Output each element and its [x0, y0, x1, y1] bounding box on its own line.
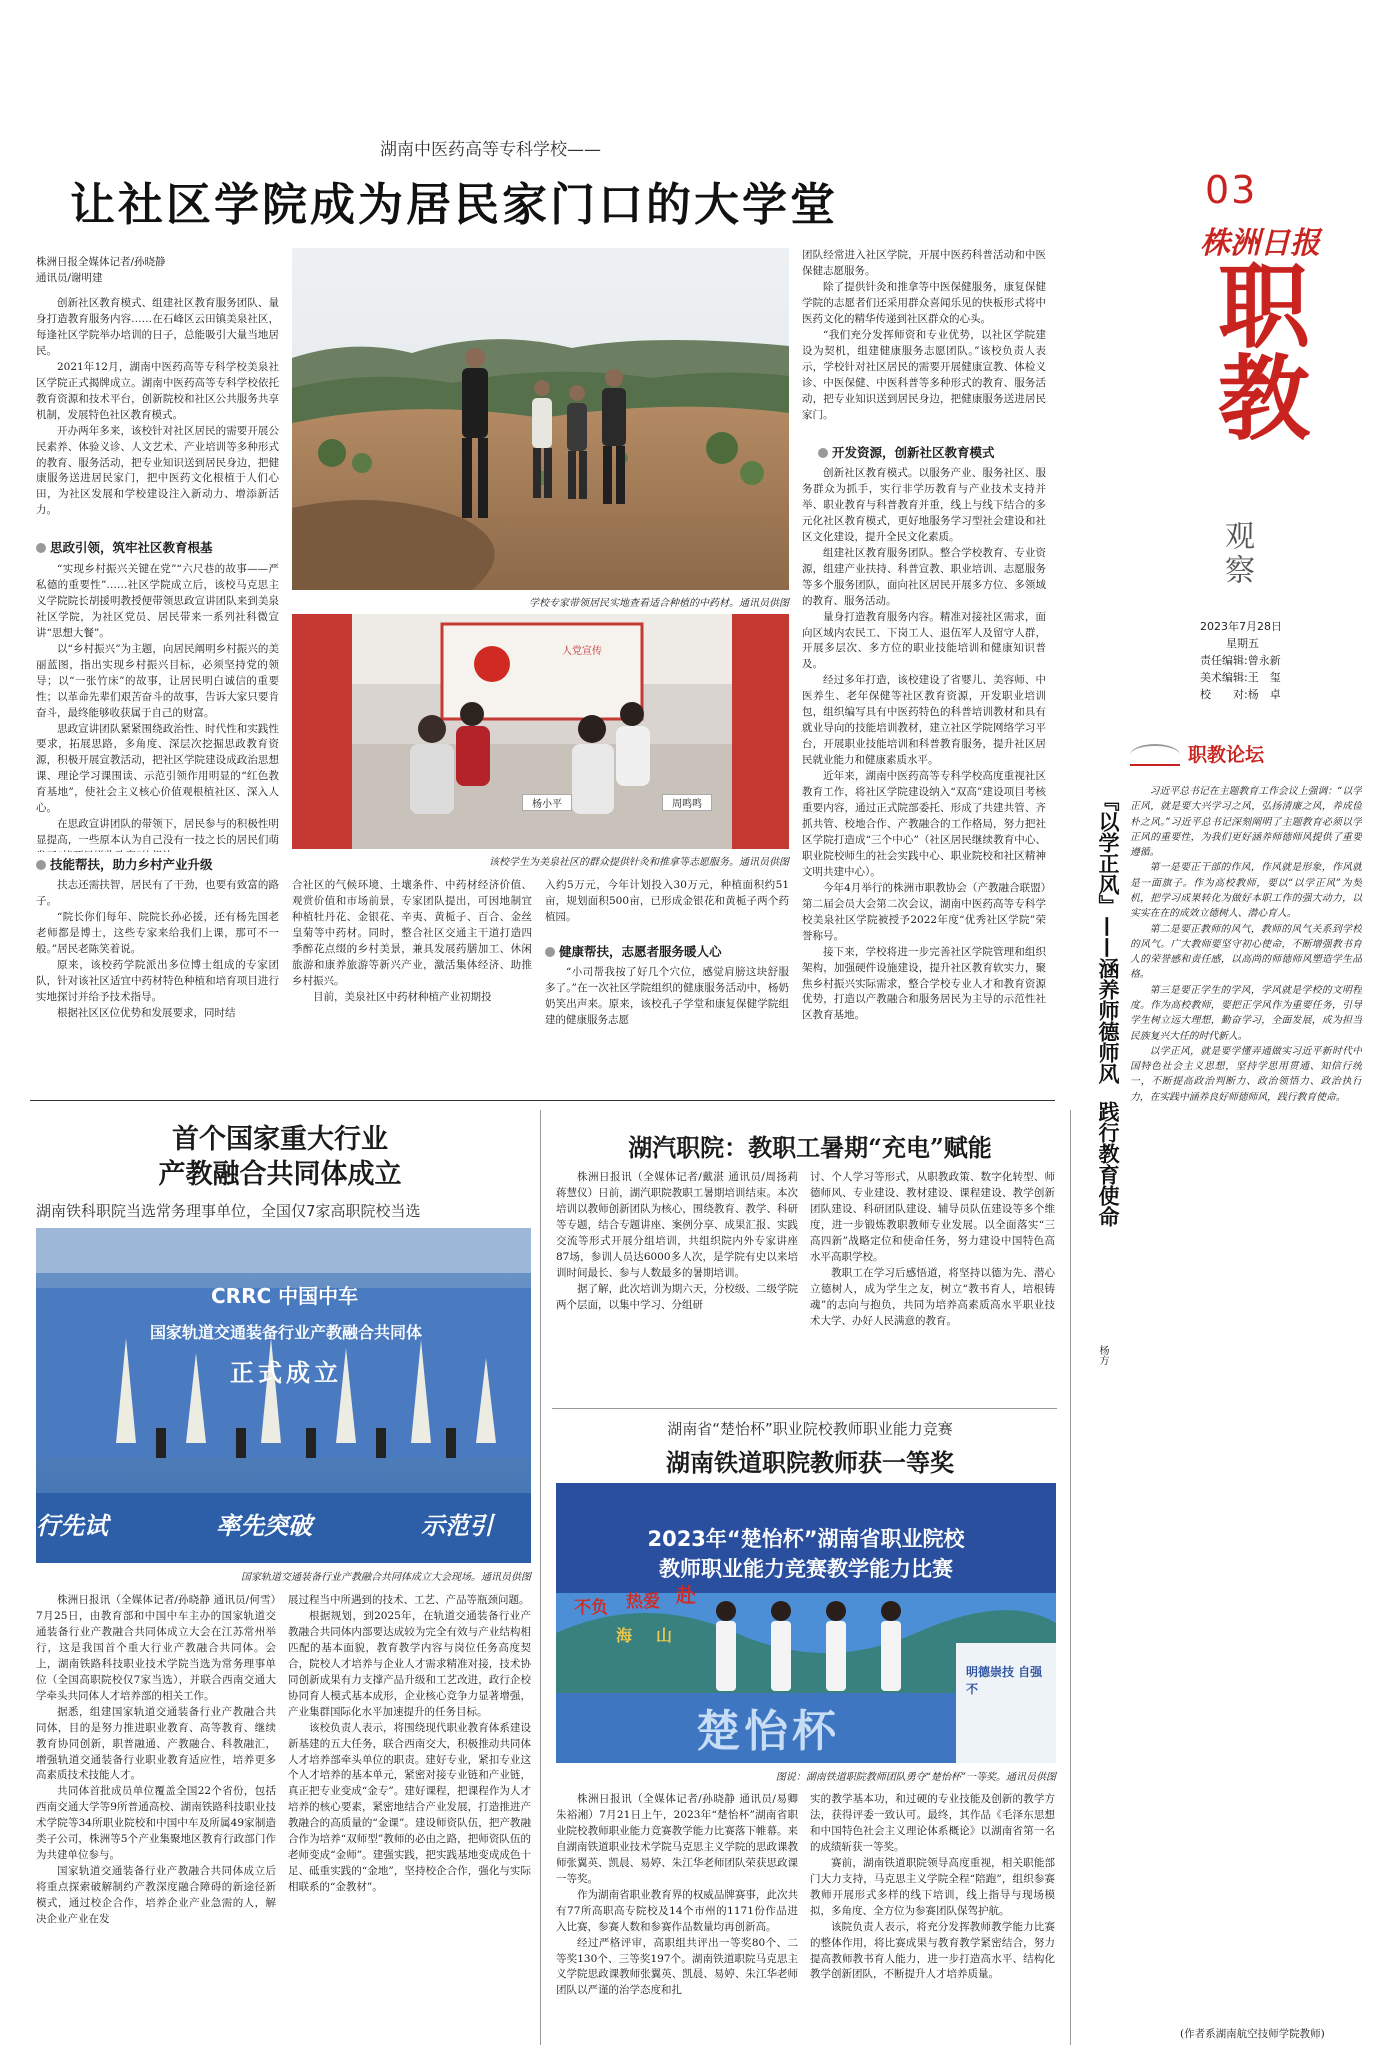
article4-headline: 湖南铁道职院教师获一等奖 — [666, 1448, 954, 1477]
ceremony-slogan: 行先试 — [36, 1512, 108, 1540]
article3-headline: 湖汽职院：教职工暑期“充电”赋能 — [628, 1133, 992, 1162]
ceremony-slogan: 率先突破 — [216, 1512, 312, 1540]
paragraph: 据了解，此次培训为期六天，分校级、二级学院两个层面，以集中学习、分组研 — [556, 1282, 798, 1311]
photo2-sign2: 周鸣鸣 — [662, 794, 712, 811]
headline-line: 产教融合共同体成立 — [158, 1159, 402, 1191]
paragraph: 经过多年打造，该校建设了省婴儿、美容师、中医养生、老年保健等社区教育资源，开发职业培训包，组织编写具有中医药特色的科普培训教材和具有就业导向的技能培训教材，建立社区学院网络学习平台，开展职业技能培训和科普教育服务，提升社区居民就业能力和健康素质水平。 — [802, 674, 1046, 767]
article4-kicker: 湖南省“楚怡杯”职业院校教师职业能力竞赛 — [667, 1420, 953, 1438]
article1-col1 — [36, 296, 279, 531]
article2-col1 — [36, 1593, 276, 2045]
forum-author: 杨方 — [1097, 1345, 1108, 1365]
paragraph: 原来，该校药学院派出多位博士组成的专家团队，针对该社区适宜中药材特色种植和培育项目进行实地探讨并给予技术指导。 — [36, 958, 279, 1003]
paragraph: 国家轨道交通装备行业产教融合共同体成立后将重点探索破解制约产教深度融合障碍的新途径新模式，通过校企合作，培养企业产业急需的人，解决企业产业在发 — [36, 1865, 276, 1926]
photo1-caption: 学校专家带领居民实地查看适合种植的中药材。通讯员供图 — [529, 598, 789, 609]
competition-side-text: 明德崇技 自强不 — [966, 1665, 1043, 1696]
byline-reporter: 株洲日报全媒体记者/孙晓静 — [36, 256, 166, 268]
competition-word: 热爱 — [626, 1592, 660, 1612]
paragraph: 株洲日报讯（全媒体记者/孙晓静 通讯员/何雪）7月25日，由教育部和中国中车主办的国家轨道交通装备行业产教融合共同体成立大会在江苏常州举行，这是我国首个重大行业产教融合共同体。会上，湖南铁路科技职业技术学院当选为常务理事单位（全国高职院校仅7家当选），并联合西南交通大学牵头共同体人才培养部的相关工作。 — [36, 1594, 276, 1702]
paragraph: 合社区的气候环境、土壤条件、中药材经济价值、观赏价值和市场前景，专家团队提出，可因地制宜种植牡丹花、金银花、辛夷、黄栀子、百合、金丝皇菊等中药材。同时，整合社区交通主干道打造四季醉花点缀的乡村美景，兼具发展药膳加工、休闲旅游和康养旅游等新兴产业，激活集体经济、助推乡村振兴。 — [292, 879, 532, 987]
paragraph: 第二是要正教师的风气，教师的风气关系到学校的风气。广大教师要坚守初心使命，不断增强教书育人的荣誉感和责任感，以高尚的师德师风塑造学生品格。 — [1130, 923, 1362, 981]
article1-byline — [36, 255, 279, 287]
subhead-ideology: 思政引领，筑牢社区教育根基 — [36, 538, 213, 556]
paragraph: 目前，美泉社区中药材种植产业初期投 — [313, 990, 492, 1003]
section-subtitle: 观察 — [1219, 520, 1254, 588]
paragraph: 团队经常进入社区学院，开展中医药科普活动和中医保健志愿服务。 — [802, 249, 1046, 277]
forum-body — [1130, 784, 1362, 2014]
proofreader: 校 对:杨 卓 — [1200, 688, 1281, 702]
divider — [540, 1110, 541, 2045]
competition-word: 赴 — [676, 1583, 696, 1607]
competition-word: 不负 — [574, 1598, 608, 1618]
paragraph: 讨、个人学习等形式，从职教政策、数字化转型、师德师风、专业建设、教材建设、课程建设、教学创新团队建设、科研团队建设、辅导员队伍建设等多个维度，进一步锻炼教职教师专业发展。以全面落实“三高四新”战略定位和使命任务，努力建设中国特色高水平高职学校。 — [810, 1171, 1055, 1263]
photo-volunteer-service — [292, 614, 789, 849]
ceremony-banner-main: 正式成立 — [230, 1359, 342, 1387]
crrc-logo: CRRC 中国中车 — [211, 1284, 359, 1308]
paragraph: 据悉，组建国家轨道交通装备行业产教融合共同体，目的是努力推进职业教育、高等教育、继续教育协同创新，职普融通、产教融合、科教融汇，增强轨道交通装备行业职业教育适应性，培养更多高素质技术技能人才。 — [36, 1705, 276, 1782]
subhead-skills: 技能帮扶，助力乡村产业升级 — [36, 855, 213, 873]
paragraph: 以学正风，就是要学懂弄通做实习近平新时代中国特色社会主义思想，坚持学思用贯通、知信行统一，不断提高政治判断力、政治领悟力、政治执行力，在实践中涵养良好师德师风，践行教育使命。 — [1130, 1045, 1362, 1103]
paragraph: 以“乡村振兴”为主题，向居民阐明乡村振兴的美丽蓝图，指出实现乡村振兴目标，必须坚持党的领导；以“一张竹床”的故事，让居民明白诚信的重要性；以革命先辈们艰苦奋斗的故事，告诉大家只要肯奋斗，最终能够收获属于自己的财富。 — [36, 642, 279, 719]
paragraph: 根据规划，到2025年，在轨道交通装备行业产教融合共同体内部要达成较为完全有效与产业结构相匹配的基本面貌，教育教学内容与岗位任务高度契合，院校人才培养与企业人才需求精准对接，技术协同创新成果有力支撑产品升级和工艺改进，政行企校协同育人模式基本成形，企业核心竞争力显著增强，产业集群国际化水平加速提升的任务目标。 — [288, 1609, 531, 1718]
article3-col1 — [556, 1170, 798, 1395]
byline-correspondent: 通讯员/谢明建 — [36, 271, 103, 284]
page-number: 03 — [1205, 168, 1258, 212]
book-icon — [1130, 744, 1180, 766]
paper-name: 株洲日报 — [1200, 226, 1320, 261]
weekday: 星期五 — [1226, 637, 1259, 651]
competition-title: 2023年“楚怡杯”湖南省职业院校 — [647, 1527, 965, 1551]
article1-col4b — [802, 466, 1046, 1090]
article3-col2 — [810, 1170, 1055, 1395]
divider — [1070, 1110, 1071, 2045]
paragraph: 创新社区教育模式。以服务产业、服务社区、服务群众为抓手，实行非学历教育与产业技术支持并举、职业教育与科普教育并重，线上与线下结合的多元化社区教育模式，更好地服务学习型社会建设和社区文化建设，提升全民文化素质。 — [802, 467, 1046, 543]
article4-col2 — [810, 1792, 1055, 2045]
article4-col1 — [556, 1792, 798, 2045]
article1-headline: 让社区学院成为居民家门口的大学堂 — [70, 178, 839, 231]
paragraph: 接下来，学校将进一步完善社区学院管理和组织架构，加强硬件设施建设，提升社区教育软实力，聚焦乡村振兴实际需求，整合学校专业人才和教育资源优势，打造以产教融合和服务居民为主导的示范性社区教育基地。 — [802, 945, 1046, 1022]
bullet-icon — [818, 448, 828, 458]
paragraph: 株洲日报讯（全媒体记者/孙晓静 通讯员/易卿 朱裕湘）7月21日上午，2023年“楚怡杯”湖南省职业院校教师职业能力竞赛教学能力比赛落下帷幕。来自湖南铁道职业技术学院马克思主义学院的思政课教师张翼英、凯晨、易婷、朱江华老师团队荣获思政课一等奖。 — [556, 1793, 798, 1885]
forum-title: 职教论坛 — [1188, 744, 1265, 766]
paragraph: 第三是要正学生的学风，学风就是学校的文明程度。作为高校教师，要把正学风作为重要任务，引导学生树立远大理想，勤奋学习，全面发展，成为担当民族复兴大任的时代新人。 — [1130, 984, 1362, 1042]
date: 2023年7月28日 — [1200, 620, 1282, 633]
photo2-caption: 该校学生为美泉社区的群众提供针灸和推拿等志愿服务。通讯员供图 — [489, 857, 789, 868]
paragraph: “实现乡村振兴关键在党”“六尺巷的故事——严私德的重要性”……社区学院成立后，该校马克思主义学院院长胡援明教授便带领思政宣讲团队来到美泉社区学院，为社区党员、居民带来一系列社科微宣讲“思想大餐”。 — [36, 563, 279, 639]
article2-subhead: 湖南铁科职院当选常务理事单位，全国仅7家高职院校当选 — [36, 1202, 421, 1220]
ceremony-slogan: 示范引 — [421, 1512, 493, 1540]
photo-ceremony — [36, 1228, 531, 1563]
bullet-icon — [545, 947, 555, 957]
paragraph: 2021年12月，湖南中医药高等专科学校美泉社区学院正式揭牌成立。湖南中医药高等专科学校依托教育资源和技术平台，创新院校和社区公共服务共享机制，发展特色社区教育模式。 — [36, 360, 279, 421]
article1-col1b — [36, 562, 279, 852]
paragraph: 经过严格评审，高职组共评出一等奖80个、二等奖130个、三等奖197个。湖南铁道职院马克思主义学院思政课教师张翼英、凯晨、易婷、朱江华老师团队以严谨的治学态度和扎 — [556, 1936, 798, 1997]
editor: 责任编辑:曾永新 — [1200, 654, 1281, 668]
designer: 美术编辑:王 玺 — [1200, 671, 1281, 685]
paragraph: 开办两年多来，该校针对社区居民的需要开展公民素养、体验义诊、人文艺术、产业培训等多种形式的教育、服务活动，把专业知识送到居民身边，把健康服务送进居民家门，把中医药文化根植于人们心田，为社区发展和学校建设注入新动力、增添新活力。 — [36, 424, 279, 517]
divider — [552, 1408, 1057, 1409]
paragraph: 创新社区教育模式、组建社区教育服务团队、量身打造教育服务内容……在石峰区云田镇美泉社区，每逢社区学院举办培训的日子，总能吸引大量当地居民。 — [36, 297, 279, 357]
paragraph: 入约5万元，今年计划投入30万元，种植面积约51亩，规划面积500亩，已形成金银花和黄栀子两个药植园。 — [545, 879, 789, 923]
bullet-icon — [36, 543, 46, 553]
paragraph: 组建社区教育服务团队。整合学校教育、专业资源，组建产业扶持、科普宣教、职业培训、志愿服务等多个服务团队，面向社区居民开展多方位、多领域的教育、服务活动。 — [802, 546, 1046, 607]
competition-word: 山 — [656, 1626, 673, 1645]
competition-title: 教师职业能力竞赛教学能力比赛 — [659, 1557, 953, 1581]
forum-vertical-title — [1082, 790, 1122, 1250]
subhead-resources: 开发资源，创新社区教育模式 — [818, 443, 995, 461]
forum-header — [1130, 738, 1370, 768]
masthead-info — [1200, 618, 1282, 703]
article2-photo-caption: 国家轨道交通装备行业产教融合共同体成立大会现场。通讯员供图 — [241, 1572, 531, 1583]
paragraph: 作为湖南省职业教育界的权威品牌赛事，此次共有77所高职高专院校及14个市州的1171份作品进入比赛，参赛人数和参赛作品数量均再创新高。 — [556, 1888, 798, 1933]
paragraph: “我们充分发挥师资和专业优势，以社区学院建设为契机，组建健康服务志愿团队。”该校负责人表示，学校针对社区居民的需要开展健康宣教、体检义诊、中医保健、中医科普等多种形式的教育、服务活动，把专业知识送到居民身边，把健康服务送进居民家门。 — [802, 328, 1046, 421]
paragraph: 根据社区区位优势和发展要求，同时结 — [57, 1006, 236, 1019]
paragraph: “院长你们每年、院院长孙必援，还有杨先国老老师都是博士，这些专家来给我们上课，那可不一般。”居民老陈笑着说。 — [36, 910, 279, 955]
photo2-banner: 人党宣传 — [562, 646, 602, 657]
article2-col2 — [288, 1593, 531, 2045]
volunteer-scene-image — [292, 614, 789, 849]
photo2-sign1: 杨小平 — [522, 794, 572, 811]
competition-big-word: 楚怡杯 — [696, 1706, 840, 1757]
headline-line: 首个国家重大行业 — [172, 1124, 388, 1155]
paragraph: 习近平总书记在主题教育工作会议上强调：“以学正风，就是要大兴学习之风，弘扬清廉之风，养成俭朴之风。”习近平总书记深刻阐明了主题教育必须以学正风的重要性，为我们更好涵养师德师风提供了重要遵循。 — [1130, 786, 1362, 859]
article1-col3c — [545, 965, 789, 1090]
paragraph: 该校负责人表示，将围绕现代职业教育体系建设新基建的五大任务，联合西南交大，积极推动共同体人才培养部牵头单位的职责。建好专业，紧扣专业这个人才培养的基本单元，紧密对接专业链和产业链，真正把专业变成“金专”。建好课程，把课程作为人才培养的核心要素，紧密地结合产业发展，打造推进产教融合的高质量的“金课”。建设师资队伍，把产教融合作为培养“双师型”教师的必由之路，把师资队伍的老师变成“金师”。建强实践，把实践基地变成成色十足、砥重实践的“金地”，坚持校企合作，强化与实际相联系的“金教材”。 — [288, 1721, 531, 1894]
paragraph: 近年来，湖南中医药高等专科学校高度重视社区教育工作，将社区学院建设纳入“双高”建设项目考核重要内容，通过正式院部委托、形成了共建共管、齐抓共管、校地合作、产教融合的工作格局，努力把社区学院打造成“三个中心”（社区居民继续教育中心、职业院校师生的社会实践中心、职业院校和社区精神文明共建中心）。 — [802, 770, 1046, 878]
paragraph: 展过程当中所遇到的技术、工艺、产品等瓶颈问题。 — [288, 1594, 530, 1606]
paragraph: 赛前，湖南铁道职院领导高度重视，相关职能部门大力支持，马克思主义学院全程“陪跑”，组织参赛教师开展形式多样的线下培训，线上指导与现场模拟，多角度、全方位为参赛团队保驾护航。 — [810, 1856, 1055, 1917]
photo-competition — [556, 1483, 1056, 1763]
bullet-icon — [36, 860, 46, 870]
paragraph: 第一是要正干部的作风，作风就是形象，作风就是一面旗子。作为高校教师，要以“以学正风”为契机，把学习成果转化为做好本职工作的强大动力，以实实在在的成效立德树人、潜心育人。 — [1130, 862, 1362, 920]
paragraph: 实的教学基本功，和过硬的专业技能及创新的教学方法，获得评委一致认可。最终，其作品《毛泽东思想和中国特色社会主义理论体系概论》以湖南省第一名的成绩斩获一等奖。 — [810, 1793, 1055, 1853]
article1-col4 — [802, 248, 1046, 433]
paragraph: 今年4月举行的株洲市职教协会（产教融合联盟）第二届会员大会第二次会议，湖南中医药高等专科学校美泉社区学院被授予2022年度“优秀社区学院”荣誉称号。 — [802, 881, 1046, 942]
article1-col3b — [545, 878, 789, 936]
subhead-health: 健康帮扶，志愿者服务暖人心 — [545, 942, 722, 960]
section-title: 职教 — [1203, 258, 1311, 442]
article4-photo-caption: 图说：湖南铁道职院教师团队勇夺“楚怡杯”一等奖。通讯员供图 — [775, 1772, 1056, 1783]
paragraph: 株洲日报讯（全媒体记者/戴湛 通讯员/周扬莉 蒋慧仪）日前，湖汽职院教职工暑期培训结束。本次培训以教师创新团队为核心，围绕教育、教学、科研等专题，结合专题讲座、案例分享、成果汇报、实践交流等形式开展分组培训，共组织院内外专家讲座87场，参训人员达6000多人次，是学院有史以来培训时间最长、参与人数最多的暑期培训。 — [556, 1171, 798, 1279]
ceremony-banner: 国家轨道交通装备行业产教融合共同体 — [149, 1323, 422, 1342]
paragraph: 除了提供针灸和推拿等中医保健服务，康复保健学院的志愿者们还采用群众喜闻乐见的快板形式将中医药文化的精华传递到社区群众的心头。 — [802, 280, 1046, 325]
paragraph: 教职工在学习后感悟道，将坚持以德为先、潜心立德树人，成为学生之友，树立“教书育人，培根铸魂”的志向与抱负，共同为培养高素质高水平职业技术大学、办好人民满意的教育。 — [810, 1266, 1055, 1327]
paragraph: 思政宣讲团队紧紧围绕政治性、时代性和实践性要求，拓展思路，多角度、深层次挖掘思政教育资源，积极开展宣教活动，把社区学院建设成政治思想课、理论学习课围读、示范引领作用明显的“红色教育基地”，使社会主义核心价值观根植社区、深入人心。 — [36, 722, 279, 815]
article1-col1c — [36, 878, 279, 1090]
party-emblem-icon — [474, 646, 510, 682]
paragraph: “小司帮我按了好几个穴位，感觉肩膀这块舒服多了。”在一次社区学院组织的健康服务活动中，杨奶奶笑出声来。原来，该校孔子学堂和康复保健学院组建的健康服务志愿 — [545, 966, 789, 1026]
article1-kicker: 湖南中医药高等专科学校—— — [380, 140, 601, 160]
photo-field-visit — [292, 248, 789, 590]
article2-headline — [30, 1122, 530, 1192]
article1-col2b — [292, 878, 532, 1090]
forum-title-second: 践行教育使命 — [1096, 1101, 1120, 1228]
forum-title-main: 『以学正风』——涵养师德师风 — [1096, 790, 1120, 1084]
paragraph: 扶志还需扶智，居民有了干劲，也要有致富的路子。 — [36, 879, 279, 907]
paragraph: 共同体首批成员单位覆盖全国22个省份，包括西南交通大学等9所普通高校、湖南铁路科技职业技术学院等34所职业院校和中国中车及所属49家制造类子公司，株洲等5个产业集聚地区教育行政部门作为共建单位参与。 — [36, 1785, 276, 1862]
paragraph: 在思政宣讲团队的带领下，居民参与的积极性明显提高，一些原本认为自己没有一技之长的居民们萌 — [36, 818, 279, 847]
paragraph: 该院负责人表示，将充分发挥教师教学能力比赛的整体作用，将比赛成果与教育教学紧密结合，努力提高教师教书育人能力，进一步打造高水平、结构化教学创新团队，不断提升人才培养质量。 — [810, 1920, 1055, 1981]
forum-author-note: (作者系湖南航空技师学院教师) — [1180, 2028, 1325, 2040]
field-scene-image — [292, 248, 789, 590]
divider — [30, 1100, 1055, 1101]
paragraph: 量身打造教育服务内容。精准对接社区需求，面向区域内农民工、下岗工人、退伍军人及留守人群，开展多层次、多方位的职业技能培训和健康知识普及。 — [802, 610, 1046, 671]
competition-word: 海 — [616, 1626, 633, 1645]
